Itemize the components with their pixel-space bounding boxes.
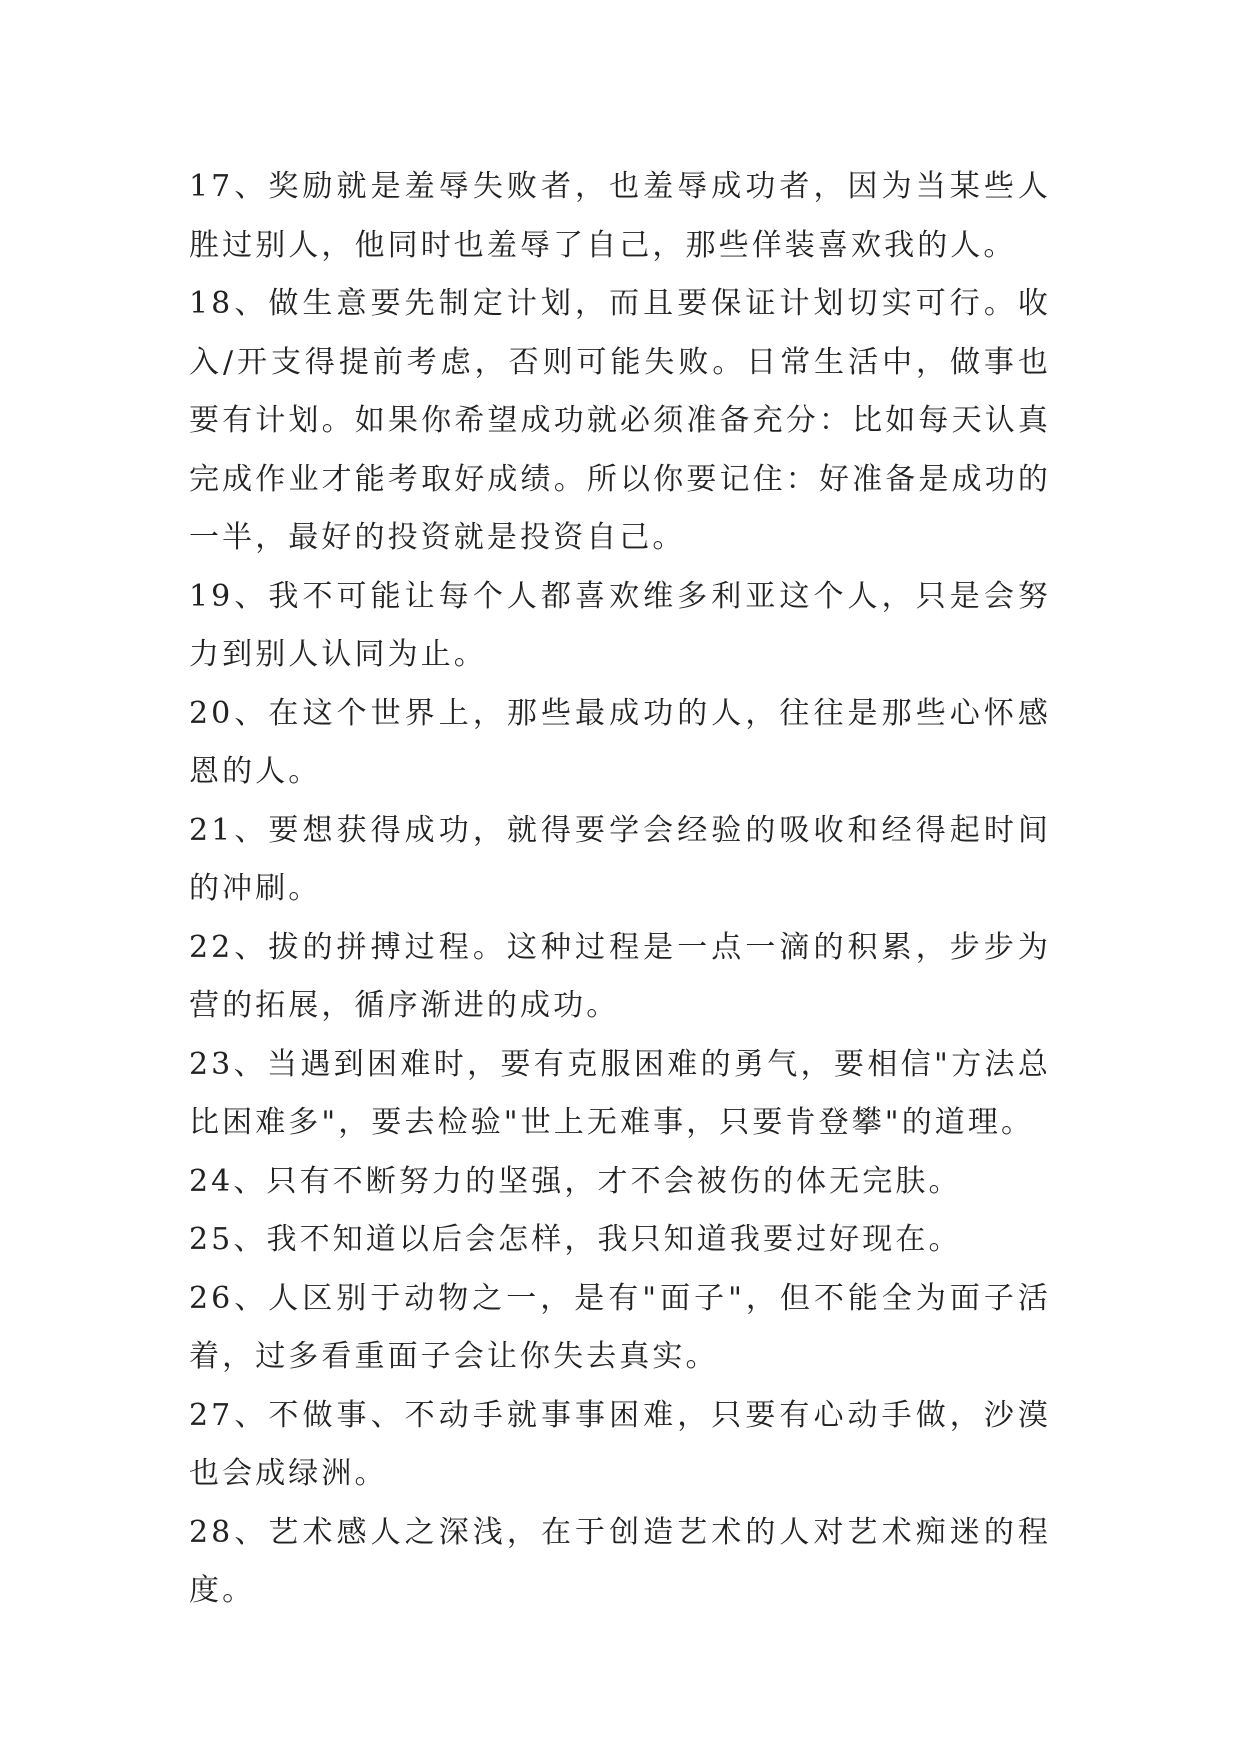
list-item-24: 24、只有不断努力的坚强，才不会被伤的体无完肤。: [189, 1163, 962, 1199]
list-item-18: 18、做生意要先制定计划，而且要保证计划切实可行。收入/开支得提前考虑，否则可能失败。日常生活中，做事也要有计划。如果你希望成功就必须准备充分：比如每天认真完成作业才能考取好成绩。所以你要记住：好准备是成功的一半，最好的投资就是投资自己。: [189, 286, 1051, 555]
list-item-20: 20、在这个世界上，那些最成功的人，往往是那些心怀感恩的人。: [189, 695, 1051, 789]
list-item-28: 28、艺术感人之深浅，在于创造艺术的人对艺术痴迷的程度。: [189, 1514, 1051, 1608]
list-item-26: 26、人区别于动物之一，是有"面子"，但不能全为面子活着，过多看重面子会让你失去真实。: [189, 1280, 1051, 1374]
list-item-21: 21、要想获得成功，就得要学会经验的吸收和经得起时间的冲刷。: [189, 812, 1051, 906]
list-item-22: 22、拔的拼搏过程。这种过程是一点一滴的积累，步步为营的拓展，循序渐进的成功。: [189, 929, 1051, 1023]
list-item-19: 19、我不可能让每个人都喜欢维多利亚这个人，只是会努力到别人认同为止。: [189, 578, 1051, 672]
list-item-25: 25、我不知道以后会怎样，我只知道我要过好现在。: [189, 1222, 962, 1257]
list-item-17: 17、奖励就是羞辱失败者，也羞辱成功者，因为当某些人胜过别人，他同时也羞辱了自己，那些佯装喜欢我的人。: [189, 169, 1051, 263]
document-body: [189, 158, 1051, 1621]
list-item-27: 27、不做事、不动手就事事困难，只要有心动手做，沙漠也会成绿洲。: [189, 1397, 1051, 1491]
list-item-23: 23、当遇到困难时，要有克服困难的勇气，要相信"方法总比困难多"，要去检验"世上无难事，只要肯登攀"的道理。: [189, 1046, 1051, 1140]
